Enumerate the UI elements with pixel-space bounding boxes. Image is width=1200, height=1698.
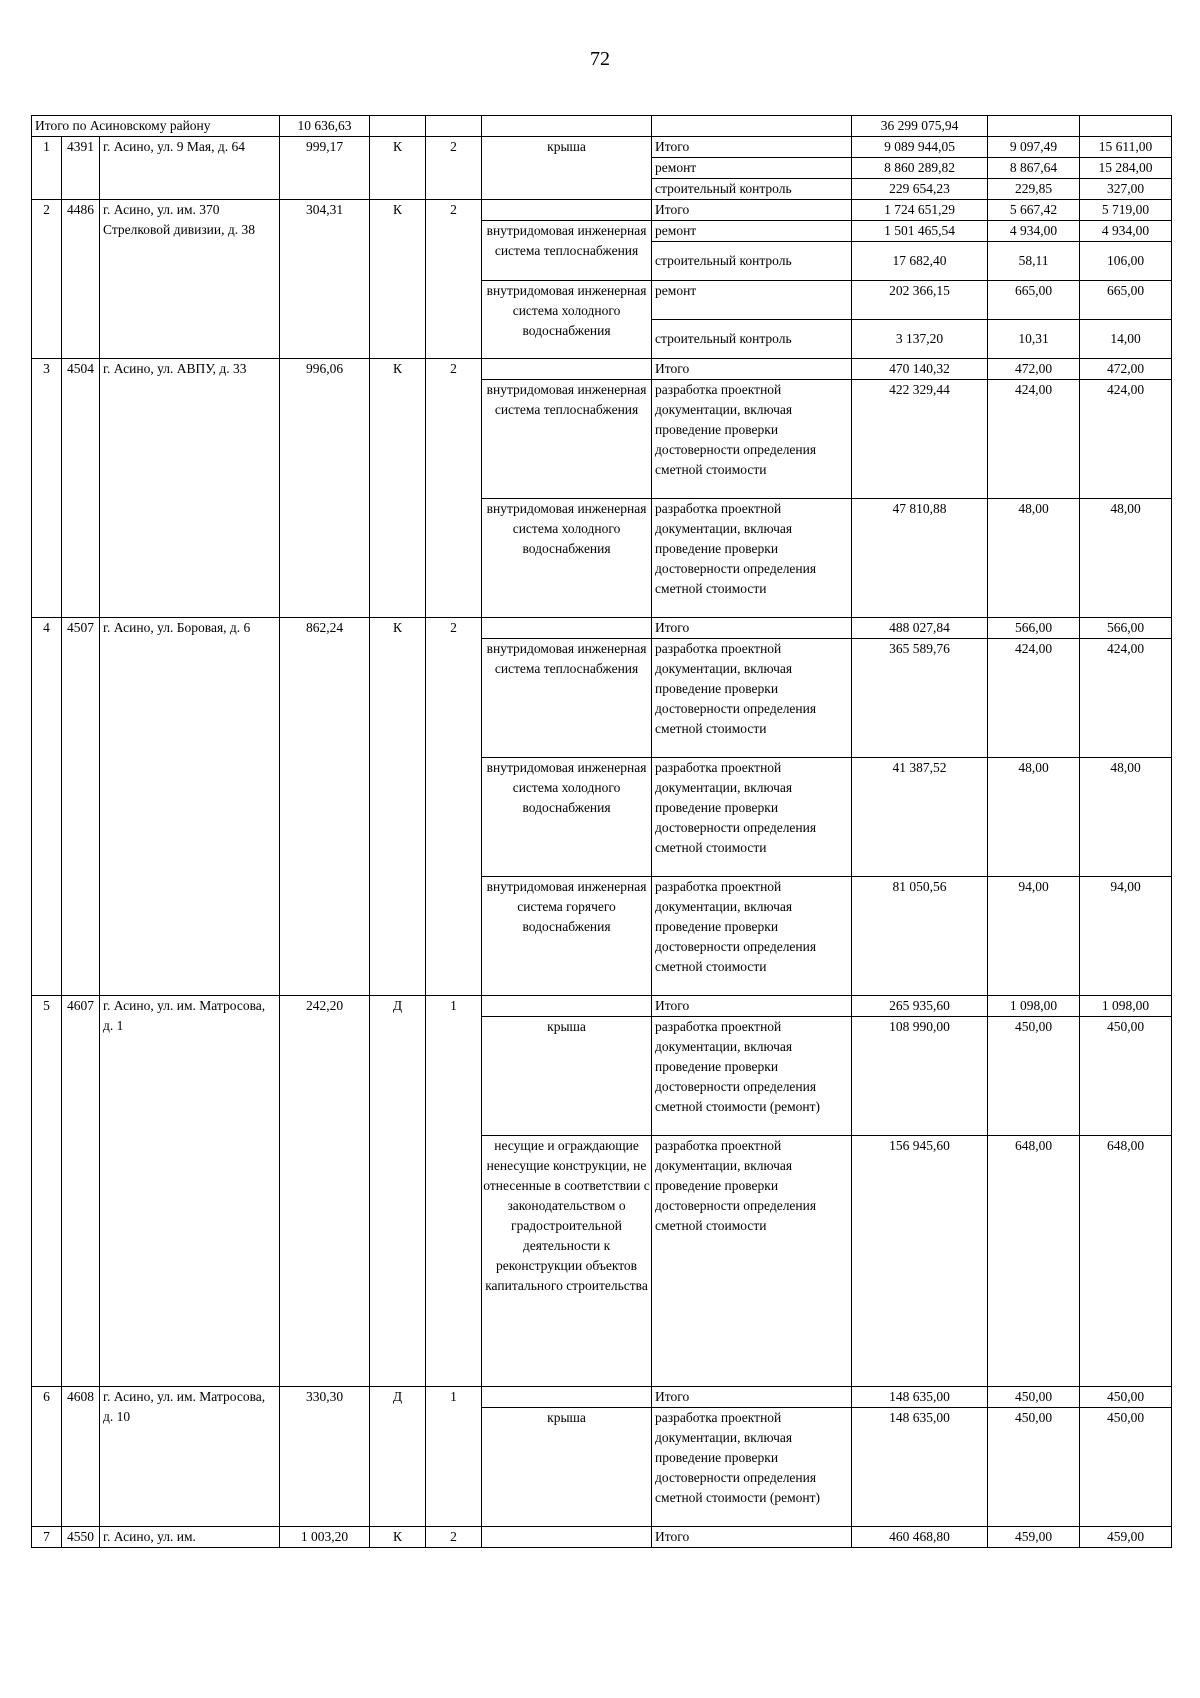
- house-id: 4607: [62, 996, 100, 1387]
- system-name: внутридомовая инженерная система холодного водоснабжения: [482, 499, 652, 618]
- work-type: Итого: [652, 137, 852, 158]
- work-sum: 17 682,40: [852, 242, 988, 281]
- unit-cost-max: 94,00: [1080, 877, 1172, 996]
- house-address: г. Асино, ул. им. Матросова, д. 1: [100, 996, 280, 1387]
- unit-cost-max: 450,00: [1080, 1387, 1172, 1408]
- house-area: 242,20: [280, 996, 370, 1387]
- house-category: 2: [426, 1527, 482, 1548]
- unit-cost: 450,00: [988, 1387, 1080, 1408]
- system-name: крыша: [482, 1408, 652, 1527]
- house-area: 1 003,20: [280, 1527, 370, 1548]
- unit-cost-max: 15 284,00: [1080, 158, 1172, 179]
- unit-cost-max: 424,00: [1080, 380, 1172, 499]
- work-sum: 3 137,20: [852, 320, 988, 359]
- house-category: 2: [426, 200, 482, 359]
- unit-cost-max: 327,00: [1080, 179, 1172, 200]
- house-address: г. Асино, ул. им.: [100, 1527, 280, 1548]
- unit-cost: 9 097,49: [988, 137, 1080, 158]
- unit-cost-max: 472,00: [1080, 359, 1172, 380]
- unit-cost: 450,00: [988, 1408, 1080, 1527]
- house-area: 996,06: [280, 359, 370, 618]
- unit-cost-max: 4 934,00: [1080, 221, 1172, 242]
- house-type: К: [370, 359, 426, 618]
- work-sum: 365 589,76: [852, 639, 988, 758]
- unit-cost-max: 424,00: [1080, 639, 1172, 758]
- house-address: г. Асино, ул. им. 370 Стрелковой дивизии, д. 38: [100, 200, 280, 359]
- unit-cost: 459,00: [988, 1527, 1080, 1548]
- row-number: 6: [32, 1387, 62, 1527]
- work-type: Итого: [652, 996, 852, 1017]
- work-sum: 1 724 651,29: [852, 200, 988, 221]
- row-number: 2: [32, 200, 62, 359]
- system-name: внутридомовая инженерная система теплоснабжения: [482, 380, 652, 499]
- work-type: разработка проектной документации, включая проведение проверки достоверности определения сметной стоимости (ремонт): [652, 1408, 852, 1527]
- work-sum: 229 654,23: [852, 179, 988, 200]
- house-id: 4504: [62, 359, 100, 618]
- unit-cost: 5 667,42: [988, 200, 1080, 221]
- system-name: внутридомовая инженерная система теплоснабжения: [482, 639, 652, 758]
- table-row: [32, 359, 1172, 380]
- work-type: разработка проектной документации, включая проведение проверки достоверности определения сметной стоимости: [652, 380, 852, 499]
- row-number: 5: [32, 996, 62, 1387]
- house-area: 304,31: [280, 200, 370, 359]
- house-type: К: [370, 1527, 426, 1548]
- unit-cost-max: 48,00: [1080, 499, 1172, 618]
- work-type: разработка проектной документации, включая проведение проверки достоверности определения сметной стоимости: [652, 499, 852, 618]
- work-type: ремонт: [652, 281, 852, 320]
- unit-cost: 648,00: [988, 1136, 1080, 1387]
- work-type: ремонт: [652, 158, 852, 179]
- row-number: 7: [32, 1527, 62, 1548]
- unit-cost-max: 450,00: [1080, 1017, 1172, 1136]
- summary-row: [32, 116, 1172, 137]
- unit-cost-max: 1 098,00: [1080, 996, 1172, 1017]
- unit-cost: 48,00: [988, 758, 1080, 877]
- work-sum: 460 468,80: [852, 1527, 988, 1548]
- unit-cost: 665,00: [988, 281, 1080, 320]
- unit-cost-max: 15 611,00: [1080, 137, 1172, 158]
- house-address: г. Асино, ул. АВПУ, д. 33: [100, 359, 280, 618]
- summary-total: 36 299 075,94: [852, 116, 988, 137]
- table-row: [32, 1387, 1172, 1408]
- unit-cost-max: 48,00: [1080, 758, 1172, 877]
- unit-cost: 472,00: [988, 359, 1080, 380]
- work-type: Итого: [652, 618, 852, 639]
- work-type: Итого: [652, 359, 852, 380]
- unit-cost: 424,00: [988, 380, 1080, 499]
- table-row: [32, 996, 1172, 1017]
- house-type: Д: [370, 1387, 426, 1527]
- work-type: разработка проектной документации, включая проведение проверки достоверности определения сметной стоимости: [652, 877, 852, 996]
- work-type: ремонт: [652, 221, 852, 242]
- house-type: К: [370, 137, 426, 200]
- unit-cost-max: 648,00: [1080, 1136, 1172, 1387]
- system-name: внутридомовая инженерная система холодного водоснабжения: [482, 758, 652, 877]
- unit-cost-max: 5 719,00: [1080, 200, 1172, 221]
- work-type: разработка проектной документации, включая проведение проверки достоверности определения сметной стоимости: [652, 758, 852, 877]
- unit-cost-max: 459,00: [1080, 1527, 1172, 1548]
- house-id: 4486: [62, 200, 100, 359]
- table-row: [32, 137, 1172, 158]
- work-type: разработка проектной документации, включая проведение проверки достоверности определения сметной стоимости: [652, 1136, 852, 1387]
- house-id: 4507: [62, 618, 100, 996]
- system-name: несущие и ограждающие ненесущие конструкции, не отнесенные в соответствии с законодательством о градостроительной деятельности к реконструкции объектов капитального строительства: [482, 1136, 652, 1387]
- unit-cost: 4 934,00: [988, 221, 1080, 242]
- house-id: 4608: [62, 1387, 100, 1527]
- work-sum: 148 635,00: [852, 1387, 988, 1408]
- work-type: Итого: [652, 1387, 852, 1408]
- system-name: внутридомовая инженерная система горячего водоснабжения: [482, 877, 652, 996]
- table-row: [32, 200, 1172, 221]
- house-type: К: [370, 200, 426, 359]
- unit-cost-max: 450,00: [1080, 1408, 1172, 1527]
- house-area: 862,24: [280, 618, 370, 996]
- system-name: крыша: [482, 137, 652, 200]
- house-category: 1: [426, 996, 482, 1387]
- unit-cost-max: 566,00: [1080, 618, 1172, 639]
- work-type: разработка проектной документации, включая проведение проверки достоверности определения сметной стоимости (ремонт): [652, 1017, 852, 1136]
- unit-cost: 566,00: [988, 618, 1080, 639]
- work-sum: 81 050,56: [852, 877, 988, 996]
- work-sum: 265 935,60: [852, 996, 988, 1017]
- unit-cost-max: 106,00: [1080, 242, 1172, 281]
- work-type: строительный контроль: [652, 320, 852, 359]
- house-category: 2: [426, 618, 482, 996]
- work-sum: 47 810,88: [852, 499, 988, 618]
- work-sum: 470 140,32: [852, 359, 988, 380]
- work-sum: 156 945,60: [852, 1136, 988, 1387]
- unit-cost: 424,00: [988, 639, 1080, 758]
- unit-cost: 1 098,00: [988, 996, 1080, 1017]
- work-sum: 8 860 289,82: [852, 158, 988, 179]
- work-sum: 9 089 944,05: [852, 137, 988, 158]
- table-row: [32, 618, 1172, 639]
- work-sum: 148 635,00: [852, 1408, 988, 1527]
- unit-cost: 10,31: [988, 320, 1080, 359]
- work-type: разработка проектной документации, включая проведение проверки достоверности определения сметной стоимости: [652, 639, 852, 758]
- work-type: Итого: [652, 1527, 852, 1548]
- unit-cost: 8 867,64: [988, 158, 1080, 179]
- work-sum: 1 501 465,54: [852, 221, 988, 242]
- house-area: 330,30: [280, 1387, 370, 1527]
- unit-cost-max: 14,00: [1080, 320, 1172, 359]
- page-number: 72: [590, 48, 610, 70]
- summary-area: 10 636,63: [280, 116, 370, 137]
- house-address: г. Асино, ул. 9 Мая, д. 64: [100, 137, 280, 200]
- row-number: 4: [32, 618, 62, 996]
- unit-cost: 58,11: [988, 242, 1080, 281]
- work-sum: 41 387,52: [852, 758, 988, 877]
- house-type: К: [370, 618, 426, 996]
- house-id: 4550: [62, 1527, 100, 1548]
- house-category: 2: [426, 359, 482, 618]
- row-number: 3: [32, 359, 62, 618]
- house-id: 4391: [62, 137, 100, 200]
- unit-cost: 229,85: [988, 179, 1080, 200]
- house-address: г. Асино, ул. Боровая, д. 6: [100, 618, 280, 996]
- unit-cost: 48,00: [988, 499, 1080, 618]
- work-sum: 108 990,00: [852, 1017, 988, 1136]
- system-name: внутридомовая инженерная система теплоснабжения: [482, 221, 652, 281]
- summary-label: Итого по Асиновскому району: [32, 116, 280, 137]
- system-name: внутридомовая инженерная система холодного водоснабжения: [482, 281, 652, 359]
- house-category: 1: [426, 1387, 482, 1527]
- table-row: [32, 1527, 1172, 1548]
- house-category: 2: [426, 137, 482, 200]
- work-type: Итого: [652, 200, 852, 221]
- capital-repair-table: [31, 115, 1172, 1548]
- work-sum: 488 027,84: [852, 618, 988, 639]
- work-type: строительный контроль: [652, 179, 852, 200]
- house-area: 999,17: [280, 137, 370, 200]
- house-address: г. Асино, ул. им. Матросова, д. 10: [100, 1387, 280, 1527]
- work-sum: 422 329,44: [852, 380, 988, 499]
- work-sum: 202 366,15: [852, 281, 988, 320]
- house-type: Д: [370, 996, 426, 1387]
- system-name: крыша: [482, 1017, 652, 1136]
- unit-cost-max: 665,00: [1080, 281, 1172, 320]
- unit-cost: 94,00: [988, 877, 1080, 996]
- unit-cost: 450,00: [988, 1017, 1080, 1136]
- row-number: 1: [32, 137, 62, 200]
- work-type: строительный контроль: [652, 242, 852, 281]
